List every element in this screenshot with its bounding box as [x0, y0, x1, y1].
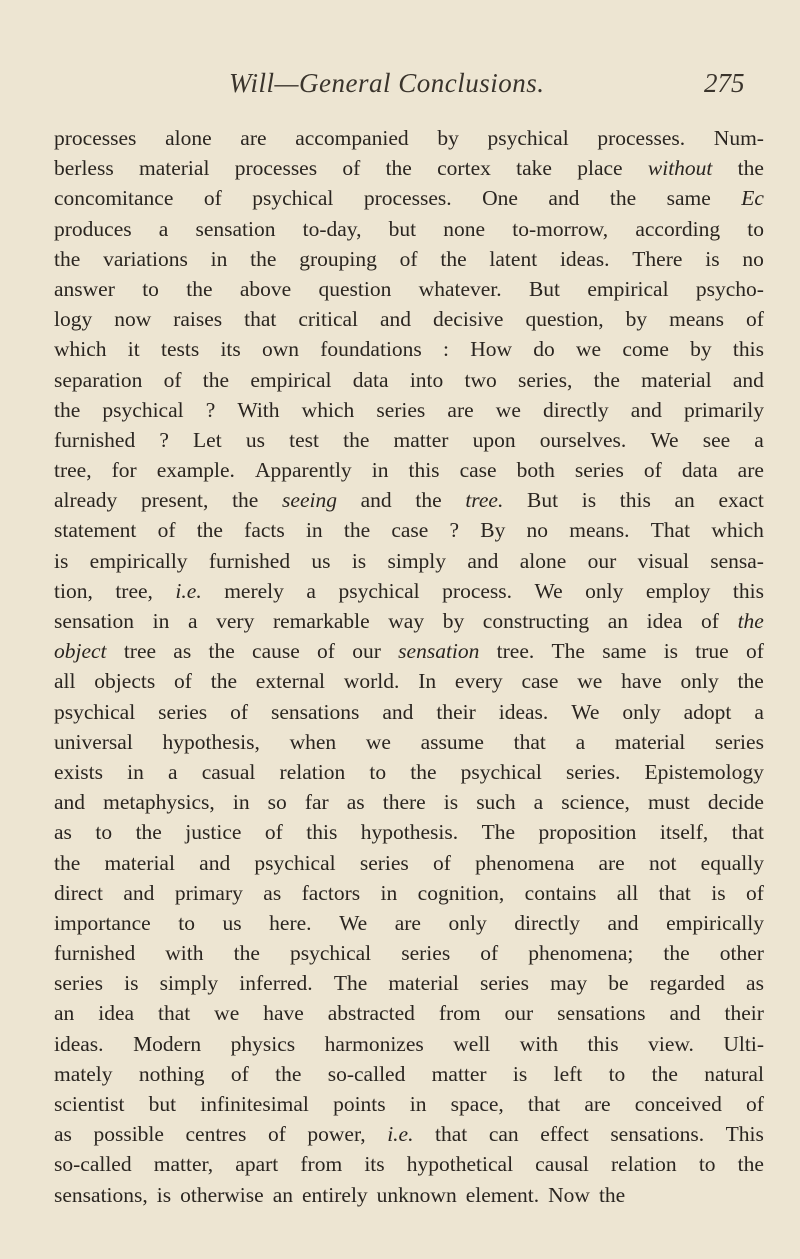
text-line: universal hypothesis, when we assume that a material series — [54, 729, 764, 754]
page-number: 275 — [704, 68, 745, 98]
text-line: psychical series of sensations and their ideas. We only adopt a — [54, 699, 764, 724]
text-line: ideas. Modern physics harmonizes well with this view. Ulti- — [54, 1031, 764, 1056]
text-line: object tree as the cause of our sensation tree. The same is true of — [54, 639, 764, 664]
text-line: mately nothing of the so-called matter is left to the natural — [54, 1061, 764, 1086]
text-line: separation of the empirical data into two series, the material and — [54, 367, 764, 392]
text-line: the variations in the grouping of the latent ideas. There is no — [54, 246, 764, 271]
text-line: scientist but infinitesimal points in space, that are conceived of — [54, 1092, 764, 1116]
text-line: produces a sensation to-day, but none to-morrow, according to — [54, 216, 764, 241]
text-line: statement of the facts in the case ? By no means. That which — [54, 518, 764, 543]
text-line: as possible centres of power, i.e. that can effect sensations. This — [54, 1122, 764, 1147]
text-line: berless material processes of the cortex take place without the — [54, 156, 764, 181]
text-line: furnished ? Let us test the matter upon ourselves. We see a — [54, 427, 764, 452]
text-line: tree, for example. Apparently in this case both series of data are — [54, 458, 764, 483]
text-line: the material and psychical series of phenomena are not equally — [54, 850, 764, 875]
text-line: sensations, is otherwise an entirely unknown element. Now the — [54, 1182, 626, 1207]
text-line: all objects of the external world. In every case we have only the — [54, 669, 764, 694]
text-line: logy now raises that critical and decisive question, by means of — [54, 307, 764, 332]
text-line: concomitance of psychical processes. One and the same Ec — [54, 186, 764, 211]
text-line: series is simply inferred. The material series may be regarded as — [54, 971, 764, 996]
body-text — [54, 123, 764, 1210]
text-line: importance to us here. We are only directly and empirically — [54, 910, 764, 935]
text-line: which it tests its own foundations : How do we come by this — [54, 337, 764, 362]
text-line: exists in a casual relation to the psychical series. Epistemology — [54, 759, 764, 784]
text-line: is empirically furnished us is simply and alone our visual sensa- — [54, 548, 764, 573]
text-line: answer to the above question whatever. But empirical psycho- — [54, 276, 764, 301]
text-line: sensation in a very remarkable way by constructing an idea of the — [54, 609, 764, 633]
text-line: tion, tree, i.e. merely a psychical process. We only employ this — [54, 578, 764, 603]
text-line: furnished with the psychical series of phenomena; the other — [54, 941, 764, 966]
text-line: already present, the seeing and the tree. But is this an exact — [54, 488, 764, 513]
running-title: Will—General Conclusions. — [229, 68, 545, 98]
running-head — [0, 68, 800, 108]
text-line: as to the justice of this hypothesis. The proposition itself, that — [54, 820, 764, 845]
text-line: an idea that we have abstracted from our sensations and their — [54, 1001, 764, 1026]
text-line: processes alone are accompanied by psychical processes. Num- — [54, 126, 764, 150]
text-line: the psychical ? With which series are we directly and primarily — [54, 397, 764, 422]
text-line: and metaphysics, in so far as there is such a science, must decide — [54, 790, 764, 815]
text-line: direct and primary as factors in cognition, contains all that is of — [54, 880, 764, 905]
text-line: so-called matter, apart from its hypothetical causal relation to the — [54, 1152, 764, 1177]
